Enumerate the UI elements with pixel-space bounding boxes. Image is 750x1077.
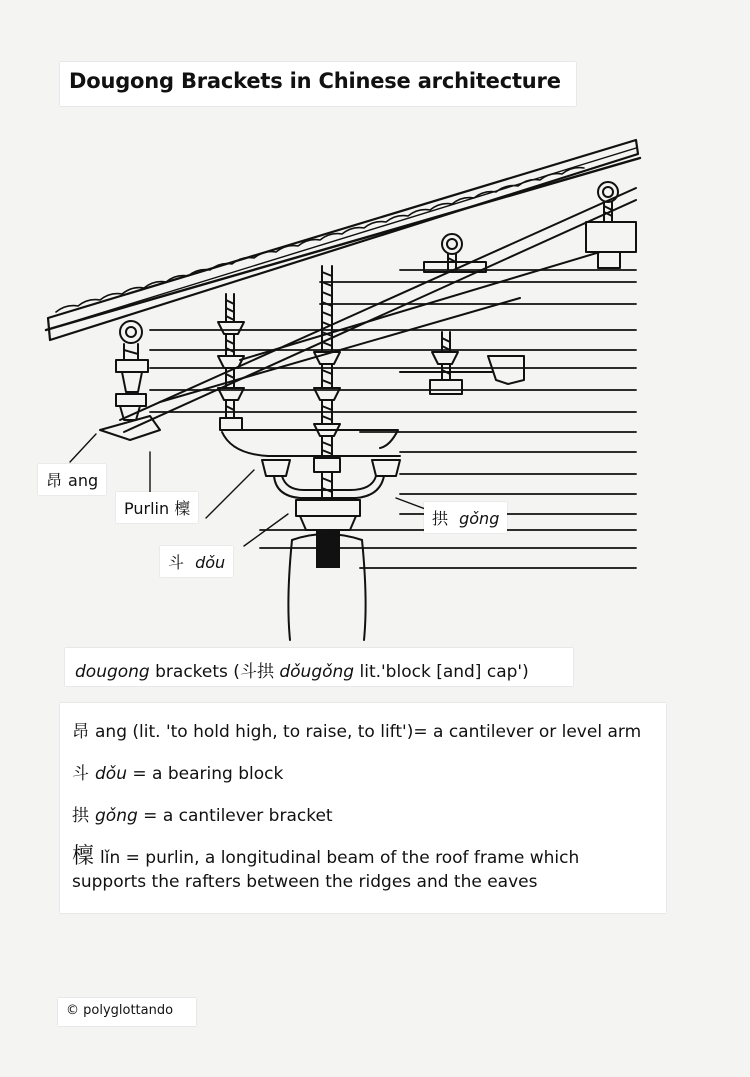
- dougong-diagram: [0, 120, 750, 660]
- definition-dou-pinyin: dǒu: [95, 764, 127, 784]
- label-dou-text: dǒu: [195, 553, 226, 572]
- definition-lin-line-1: lǐn = purlin, a longitudinal beam of the roof frame which: [100, 848, 580, 868]
- bracket-column-2: [218, 294, 244, 430]
- label-gong: [424, 502, 507, 533]
- label-purlin-text: Purlin: [124, 499, 170, 518]
- label-dou: [160, 546, 233, 577]
- bracket-column-left: [100, 321, 160, 440]
- bracket-column-center: [314, 266, 340, 500]
- bracket-column-right: [400, 332, 524, 394]
- definitions-strip: [60, 703, 666, 913]
- caption-text-1: brackets (: [149, 662, 240, 682]
- definition-gong-text: = a cantilever bracket: [137, 806, 333, 826]
- title-strip: [60, 62, 576, 106]
- definition-gong-han: 拱: [72, 806, 89, 826]
- label-ang: [38, 464, 106, 495]
- definition-ang: [72, 717, 641, 742]
- definition-gong-pinyin: gǒng: [95, 806, 138, 826]
- definition-dou-han: 斗: [72, 764, 89, 784]
- caption-han: 斗拱: [239, 662, 274, 682]
- definition-lin-han: 檁: [72, 844, 95, 869]
- definition-ang-han: 昂: [72, 722, 89, 742]
- caption-term: dougong: [75, 662, 150, 682]
- definition-lin-line-2: supports the rafters between the ridges and the eaves: [72, 872, 538, 892]
- definition-ang-text: ang (lit. 'to hold high, to raise, to lift')= a cantilever or level arm: [95, 722, 642, 742]
- caption: [75, 657, 529, 682]
- label-ang-text: ang: [68, 471, 99, 490]
- label-ang-han: 昂: [46, 471, 63, 490]
- definition-dou: [72, 759, 283, 784]
- definition-gong: [72, 801, 333, 826]
- label-dou-han: 斗: [168, 553, 185, 572]
- label-purlin: [116, 492, 198, 523]
- caption-text-2: lit.'block [and] cap'): [354, 662, 529, 682]
- credit-strip: [58, 998, 196, 1026]
- caption-strip: [65, 648, 573, 686]
- definition-dou-text: = a bearing block: [126, 764, 284, 784]
- definition-lin: [72, 845, 579, 894]
- label-gong-han: 拱: [432, 509, 449, 528]
- label-gong-text: gǒng: [459, 509, 500, 528]
- caption-pinyin: dǒugǒng: [279, 662, 355, 682]
- label-purlin-han: 檁: [174, 499, 191, 518]
- credit: © polyglottando: [66, 1003, 174, 1018]
- gong-arms: [222, 430, 400, 498]
- page-title: Dougong Brackets in Chinese architecture: [69, 69, 561, 93]
